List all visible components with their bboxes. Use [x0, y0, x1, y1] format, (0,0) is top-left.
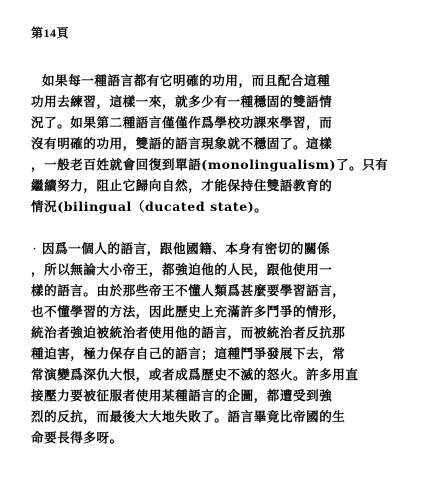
paragraph-2-line-2: ，所以無論大小帝王，都強迫他的人民，跟他使用一 [31, 262, 333, 277]
paragraph-1-line-5: ，一般老百姓就會回復到單語(monolingualism)了。只有 [31, 157, 389, 172]
paragraph-2-line-7: 常演變爲深仇大恨，或者成爲歷史不滅的怒火。許多用直 [31, 367, 359, 382]
paragraph-2-line-8: 接壓力要被征服者使用某種語言的企圖，都遭受到強 [31, 388, 333, 403]
paragraph-2-line-3: 樣的語言。由於那些帝王不懂人類爲甚麼要學習語言， [31, 283, 346, 298]
paragraph-2-line-6: 種迫害，極力保存自己的語言；這種鬥爭發展下去，常 [31, 346, 346, 361]
paragraph-1-line-2: 功用去練習，這樣一來，就多少有一種穩固的雙語情 [31, 94, 333, 109]
page-number-header: 第14頁 [31, 26, 70, 40]
paragraph-1-line-7: 情況(bilingual（ducated state)。 [31, 199, 268, 214]
paragraph-2-bullet: · [33, 245, 37, 255]
paragraph-2-line-10: 命要長得多呀。 [31, 430, 123, 445]
paragraph-2-line-9: 烈的反抗，而最後大大地失敗了。語言畢竟比帝國的生 [31, 409, 346, 424]
paragraph-1-line-3: 況了。如果第二種語言僅僅作爲學校功課來學習，而 [31, 115, 333, 130]
paragraph-1-line-1: 如果每一種語言都有它明確的功用，而且配合這種 [42, 73, 331, 88]
paragraph-2-line-4: 也不懂學習的方法，因此歷史上充滿許多鬥爭的情形， [31, 304, 346, 319]
paragraph-2-line-5: 統治者強迫被統治者使用他的語言，而被統治者反抗那 [31, 325, 346, 340]
paragraph-2-line-1: 因爲一個人的語言，跟他國籍、本身有密切的關係 [42, 241, 331, 256]
paragraph-1-line-6: 繼續努力，阻止它歸向自然，才能保持住雙語教育的 [31, 178, 333, 193]
paragraph-1-line-4: 沒有明確的功用，雙語的語言現象就不穩固了。這樣 [31, 136, 333, 151]
